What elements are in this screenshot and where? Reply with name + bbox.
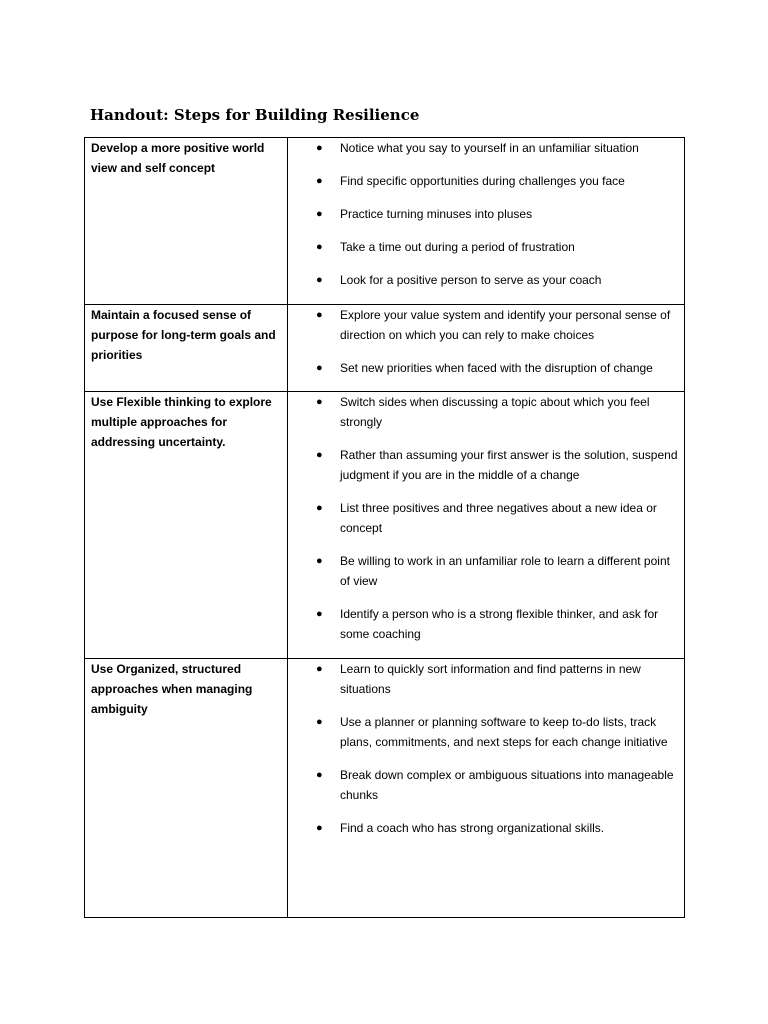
list-item [288, 358, 678, 378]
bullet-dot-icon: ● [316, 142, 323, 154]
list-item-text: Use a planner or planning software to keep to-do lists, track plans, commitments, and next steps for each change initiative [340, 715, 668, 749]
list-item [288, 659, 678, 699]
bullet-dot-icon: ● [316, 309, 323, 321]
bullet-dot-icon: ● [316, 449, 323, 461]
bullet-dot-icon: ● [316, 663, 323, 675]
action-list [288, 305, 678, 378]
list-item-text: Explore your value system and identify your personal sense of direction on which you can rely to make choices [340, 308, 671, 342]
bullet-dot-icon: ● [316, 608, 323, 620]
step-heading-cell [85, 659, 288, 918]
step-heading: Maintain a focused sense of purpose for long-term goals and priorities [91, 308, 276, 362]
list-item-text: Be willing to work in an unfamiliar role to learn a different point of view [340, 554, 670, 588]
list-item-text: Find a coach who has strong organizational skills. [340, 821, 605, 835]
list-item-text: List three positives and three negatives about a new idea or concept [340, 501, 657, 535]
list-item-text: Rather than assuming your first answer is the solution, suspend judgment if you are in the middle of a change [340, 448, 678, 482]
list-item-text: Notice what you say to yourself in an unfamiliar situation [340, 141, 639, 155]
step-actions-cell [288, 138, 685, 305]
list-item [288, 818, 678, 838]
list-item [288, 270, 678, 290]
list-item [288, 445, 678, 485]
table-row [85, 392, 685, 659]
list-item [288, 765, 678, 805]
bullet-dot-icon: ● [316, 716, 323, 728]
step-actions-cell [288, 659, 685, 918]
action-list [288, 659, 678, 838]
bullet-dot-icon: ● [316, 274, 323, 286]
action-list [288, 138, 678, 290]
resilience-table [84, 137, 685, 918]
step-heading: Develop a more positive world view and self concept [91, 141, 265, 175]
bullet-dot-icon: ● [316, 362, 323, 374]
bullet-dot-icon: ● [316, 241, 323, 253]
list-item-text: Look for a positive person to serve as your coach [340, 273, 602, 287]
list-item [288, 551, 678, 591]
step-heading-cell [85, 392, 288, 659]
bullet-dot-icon: ● [316, 822, 323, 834]
table-row [85, 138, 685, 305]
step-heading-cell [85, 305, 288, 392]
list-item-text: Set new priorities when faced with the disruption of change [340, 361, 653, 375]
list-item [288, 138, 678, 158]
list-item-text: Find specific opportunities during challenges you face [340, 174, 625, 188]
bullet-dot-icon: ● [316, 396, 323, 408]
bullet-dot-icon: ● [316, 769, 323, 781]
step-heading: Use Organized, structured approaches when managing ambiguity [91, 662, 253, 716]
list-item [288, 305, 678, 345]
list-item [288, 204, 678, 224]
list-item-text: Break down complex or ambiguous situations into manageable chunks [340, 768, 674, 802]
bullet-dot-icon: ● [316, 555, 323, 567]
list-item-text: Identify a person who is a strong flexible thinker, and ask for some coaching [340, 607, 659, 641]
list-item-text: Switch sides when discussing a topic about which you feel strongly [340, 395, 650, 429]
list-item-text: Take a time out during a period of frustration [340, 240, 575, 254]
list-item [288, 171, 678, 191]
step-heading: Use Flexible thinking to explore multiple approaches for addressing uncertainty. [91, 395, 272, 449]
bullet-dot-icon: ● [316, 502, 323, 514]
action-list [288, 392, 678, 644]
list-item-text: Practice turning minuses into pluses [340, 207, 533, 221]
step-actions-cell [288, 305, 685, 392]
list-item [288, 498, 678, 538]
step-actions-cell [288, 392, 685, 659]
bullet-dot-icon: ● [316, 175, 323, 187]
table-row [85, 659, 685, 918]
list-item [288, 237, 678, 257]
bullet-dot-icon: ● [316, 208, 323, 220]
page-title: Handout: Steps for Building Resilience [90, 106, 420, 124]
list-item [288, 604, 678, 644]
table-row [85, 305, 685, 392]
step-heading-cell [85, 138, 288, 305]
list-item [288, 712, 678, 752]
list-item [288, 392, 678, 432]
list-item-text: Learn to quickly sort information and find patterns in new situations [340, 662, 641, 696]
